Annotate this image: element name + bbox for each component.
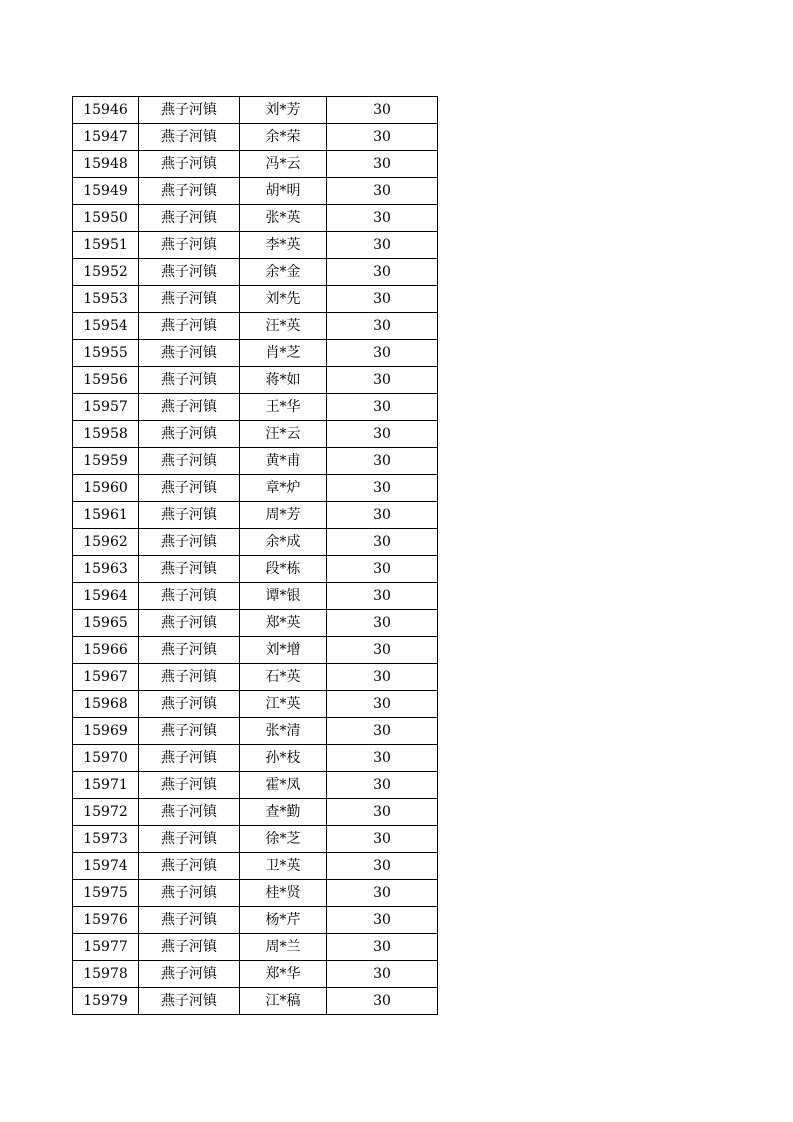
cell-person-name: 刘*先	[240, 286, 327, 313]
cell-amount: 30	[327, 718, 438, 745]
table-row	[73, 313, 438, 340]
cell-serial-number: 15947	[73, 124, 139, 151]
cell-amount: 30	[327, 745, 438, 772]
cell-serial-number: 15976	[73, 907, 139, 934]
cell-amount: 30	[327, 313, 438, 340]
table-row	[73, 745, 438, 772]
cell-serial-number: 15966	[73, 637, 139, 664]
cell-person-name: 周*芳	[240, 502, 327, 529]
cell-amount: 30	[327, 664, 438, 691]
cell-person-name: 肖*芝	[240, 340, 327, 367]
cell-town: 燕子河镇	[139, 610, 240, 637]
cell-town: 燕子河镇	[139, 799, 240, 826]
cell-amount: 30	[327, 232, 438, 259]
cell-person-name: 查*勤	[240, 799, 327, 826]
table-row	[73, 502, 438, 529]
cell-amount: 30	[327, 394, 438, 421]
cell-amount: 30	[327, 988, 438, 1015]
cell-serial-number: 15962	[73, 529, 139, 556]
cell-town: 燕子河镇	[139, 367, 240, 394]
cell-person-name: 余*金	[240, 259, 327, 286]
cell-amount: 30	[327, 934, 438, 961]
cell-serial-number: 15968	[73, 691, 139, 718]
table-row	[73, 259, 438, 286]
cell-person-name: 黄*甫	[240, 448, 327, 475]
cell-serial-number: 15969	[73, 718, 139, 745]
cell-town: 燕子河镇	[139, 772, 240, 799]
cell-person-name: 卫*英	[240, 853, 327, 880]
cell-town: 燕子河镇	[139, 556, 240, 583]
cell-person-name: 蒋*如	[240, 367, 327, 394]
cell-amount: 30	[327, 502, 438, 529]
table-row	[73, 556, 438, 583]
cell-amount: 30	[327, 799, 438, 826]
cell-serial-number: 15979	[73, 988, 139, 1015]
cell-person-name: 章*炉	[240, 475, 327, 502]
cell-serial-number: 15954	[73, 313, 139, 340]
cell-person-name: 汪*云	[240, 421, 327, 448]
table-row	[73, 421, 438, 448]
cell-person-name: 江*英	[240, 691, 327, 718]
cell-serial-number: 15955	[73, 340, 139, 367]
cell-amount: 30	[327, 610, 438, 637]
cell-amount: 30	[327, 178, 438, 205]
cell-amount: 30	[327, 421, 438, 448]
table-row	[73, 934, 438, 961]
cell-serial-number: 15965	[73, 610, 139, 637]
cell-town: 燕子河镇	[139, 178, 240, 205]
table-row	[73, 961, 438, 988]
table-row	[73, 124, 438, 151]
cell-person-name: 李*英	[240, 232, 327, 259]
cell-amount: 30	[327, 205, 438, 232]
cell-serial-number: 15951	[73, 232, 139, 259]
table-row	[73, 340, 438, 367]
cell-amount: 30	[327, 637, 438, 664]
cell-person-name: 汪*英	[240, 313, 327, 340]
cell-serial-number: 15956	[73, 367, 139, 394]
table-row	[73, 826, 438, 853]
cell-town: 燕子河镇	[139, 340, 240, 367]
cell-serial-number: 15977	[73, 934, 139, 961]
cell-amount: 30	[327, 340, 438, 367]
table-row	[73, 637, 438, 664]
cell-town: 燕子河镇	[139, 421, 240, 448]
cell-town: 燕子河镇	[139, 988, 240, 1015]
cell-serial-number: 15970	[73, 745, 139, 772]
cell-amount: 30	[327, 151, 438, 178]
cell-amount: 30	[327, 961, 438, 988]
cell-serial-number: 15961	[73, 502, 139, 529]
cell-person-name: 郑*英	[240, 610, 327, 637]
table-row	[73, 394, 438, 421]
table-row	[73, 664, 438, 691]
table-row	[73, 475, 438, 502]
cell-person-name: 冯*云	[240, 151, 327, 178]
cell-town: 燕子河镇	[139, 448, 240, 475]
table-row	[73, 988, 438, 1015]
cell-serial-number: 15974	[73, 853, 139, 880]
cell-serial-number: 15963	[73, 556, 139, 583]
cell-town: 燕子河镇	[139, 313, 240, 340]
cell-town: 燕子河镇	[139, 583, 240, 610]
cell-serial-number: 15964	[73, 583, 139, 610]
cell-person-name: 谭*银	[240, 583, 327, 610]
cell-town: 燕子河镇	[139, 664, 240, 691]
cell-town: 燕子河镇	[139, 691, 240, 718]
cell-person-name: 余*成	[240, 529, 327, 556]
cell-town: 燕子河镇	[139, 745, 240, 772]
cell-serial-number: 15973	[73, 826, 139, 853]
table-row	[73, 907, 438, 934]
cell-amount: 30	[327, 529, 438, 556]
cell-person-name: 刘*芳	[240, 97, 327, 124]
cell-town: 燕子河镇	[139, 637, 240, 664]
cell-person-name: 张*英	[240, 205, 327, 232]
subsidy-list-table	[72, 96, 438, 1015]
cell-town: 燕子河镇	[139, 961, 240, 988]
cell-serial-number: 15946	[73, 97, 139, 124]
cell-person-name: 余*荣	[240, 124, 327, 151]
cell-person-name: 郑*华	[240, 961, 327, 988]
cell-town: 燕子河镇	[139, 232, 240, 259]
cell-town: 燕子河镇	[139, 205, 240, 232]
cell-person-name: 徐*芝	[240, 826, 327, 853]
cell-serial-number: 15971	[73, 772, 139, 799]
table-row	[73, 205, 438, 232]
cell-town: 燕子河镇	[139, 529, 240, 556]
cell-amount: 30	[327, 556, 438, 583]
cell-serial-number: 15978	[73, 961, 139, 988]
cell-serial-number: 15952	[73, 259, 139, 286]
table-row	[73, 583, 438, 610]
cell-town: 燕子河镇	[139, 259, 240, 286]
cell-amount: 30	[327, 691, 438, 718]
cell-amount: 30	[327, 583, 438, 610]
cell-amount: 30	[327, 448, 438, 475]
cell-serial-number: 15953	[73, 286, 139, 313]
cell-town: 燕子河镇	[139, 853, 240, 880]
cell-serial-number: 15950	[73, 205, 139, 232]
cell-town: 燕子河镇	[139, 475, 240, 502]
table-row	[73, 286, 438, 313]
cell-person-name: 江*稿	[240, 988, 327, 1015]
cell-amount: 30	[327, 367, 438, 394]
cell-person-name: 孙*枝	[240, 745, 327, 772]
table-row	[73, 232, 438, 259]
cell-person-name: 石*英	[240, 664, 327, 691]
cell-person-name: 周*兰	[240, 934, 327, 961]
cell-town: 燕子河镇	[139, 151, 240, 178]
table-row	[73, 772, 438, 799]
cell-serial-number: 15948	[73, 151, 139, 178]
cell-person-name: 刘*增	[240, 637, 327, 664]
cell-town: 燕子河镇	[139, 502, 240, 529]
cell-town: 燕子河镇	[139, 826, 240, 853]
table-row	[73, 853, 438, 880]
cell-person-name: 段*栋	[240, 556, 327, 583]
cell-amount: 30	[327, 826, 438, 853]
table-row	[73, 448, 438, 475]
cell-person-name: 霍*凤	[240, 772, 327, 799]
cell-person-name: 胡*明	[240, 178, 327, 205]
cell-amount: 30	[327, 286, 438, 313]
table-row	[73, 151, 438, 178]
cell-amount: 30	[327, 97, 438, 124]
cell-town: 燕子河镇	[139, 907, 240, 934]
cell-town: 燕子河镇	[139, 97, 240, 124]
table-row	[73, 97, 438, 124]
cell-serial-number: 15957	[73, 394, 139, 421]
cell-amount: 30	[327, 259, 438, 286]
cell-amount: 30	[327, 907, 438, 934]
cell-serial-number: 15959	[73, 448, 139, 475]
cell-town: 燕子河镇	[139, 124, 240, 151]
table-row	[73, 610, 438, 637]
cell-amount: 30	[327, 772, 438, 799]
cell-serial-number: 15975	[73, 880, 139, 907]
table-body	[73, 97, 438, 1015]
cell-person-name: 杨*芹	[240, 907, 327, 934]
table-row	[73, 529, 438, 556]
table-row	[73, 718, 438, 745]
cell-town: 燕子河镇	[139, 394, 240, 421]
cell-serial-number: 15972	[73, 799, 139, 826]
table-row	[73, 799, 438, 826]
cell-amount: 30	[327, 124, 438, 151]
cell-town: 燕子河镇	[139, 934, 240, 961]
cell-person-name: 张*清	[240, 718, 327, 745]
cell-serial-number: 15958	[73, 421, 139, 448]
cell-person-name: 桂*贤	[240, 880, 327, 907]
table-row	[73, 367, 438, 394]
table-row	[73, 880, 438, 907]
cell-serial-number: 15949	[73, 178, 139, 205]
cell-amount: 30	[327, 880, 438, 907]
cell-amount: 30	[327, 853, 438, 880]
cell-person-name: 王*华	[240, 394, 327, 421]
cell-town: 燕子河镇	[139, 718, 240, 745]
cell-serial-number: 15967	[73, 664, 139, 691]
cell-serial-number: 15960	[73, 475, 139, 502]
table-row	[73, 178, 438, 205]
cell-amount: 30	[327, 475, 438, 502]
cell-town: 燕子河镇	[139, 880, 240, 907]
cell-town: 燕子河镇	[139, 286, 240, 313]
table-row	[73, 691, 438, 718]
